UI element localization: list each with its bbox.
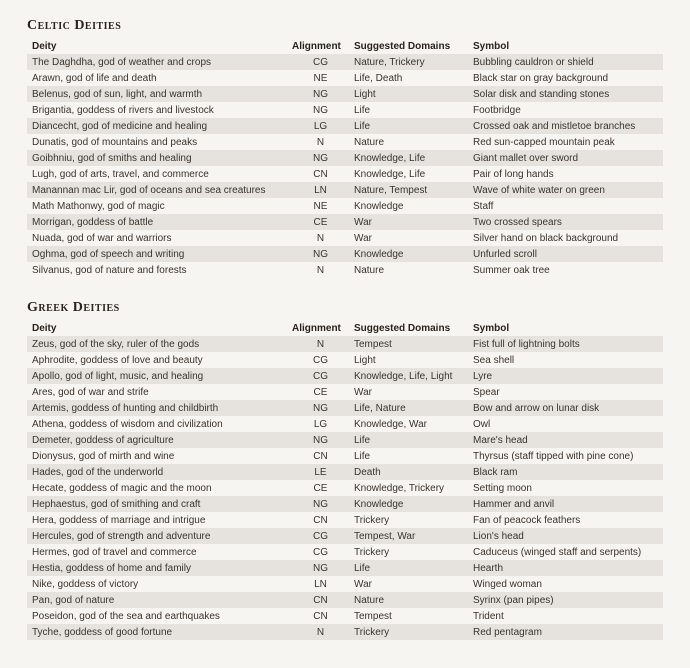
symbol-cell: Fist full of lightning bolts xyxy=(468,336,663,352)
domains-cell: Knowledge, War xyxy=(354,418,427,430)
table-row xyxy=(27,150,663,166)
deity-cell: Zeus, god of the sky, ruler of the gods xyxy=(27,336,287,352)
alignment-cell: NG xyxy=(313,104,328,116)
alignment-cell: CG xyxy=(313,354,328,366)
alignment-cell: CE xyxy=(313,386,328,398)
table-row xyxy=(27,448,663,464)
table-row xyxy=(27,544,663,560)
deity-cell: Ares, god of war and strife xyxy=(32,386,149,398)
table-row xyxy=(27,336,663,352)
column-header-symbol: Symbol xyxy=(473,41,510,52)
domains-cell: Life, Nature xyxy=(349,400,468,416)
table-row xyxy=(27,214,663,230)
deity-cell: Silvanus, god of nature and forests xyxy=(32,264,187,276)
table-row xyxy=(27,352,663,368)
symbol-cell: Lion's head xyxy=(468,528,663,544)
symbol-cell: Giant mallet over sword xyxy=(468,150,663,166)
domains-cell: War xyxy=(354,232,372,244)
alignment-cell: CG xyxy=(313,546,328,558)
domains-cell: Death xyxy=(349,464,468,480)
alignment-cell: LE xyxy=(287,464,349,480)
alignment-cell: CG xyxy=(287,528,349,544)
alignment-cell: CG xyxy=(287,54,349,70)
table-row xyxy=(27,528,663,544)
symbol-cell: Footbridge xyxy=(473,104,521,116)
symbol-cell: Black ram xyxy=(468,464,663,480)
symbol-cell: Setting moon xyxy=(473,482,532,494)
table-row xyxy=(27,432,663,448)
deity-cell: Oghma, god of speech and writing xyxy=(27,246,287,262)
column-header-alignment: Alignment xyxy=(292,41,341,52)
deity-cell: Hecate, goddess of magic and the moon xyxy=(32,482,212,494)
table-row xyxy=(27,416,663,432)
symbol-cell: Spear xyxy=(473,386,500,398)
table-header-row xyxy=(27,39,663,54)
domains-cell: Tempest, War xyxy=(349,528,468,544)
deity-cell: Goibhniu, god of smiths and healing xyxy=(27,150,287,166)
table-row xyxy=(27,198,663,214)
deity-cell: Artemis, goddess of hunting and childbirth xyxy=(27,400,287,416)
table-row xyxy=(27,608,663,624)
deity-cell: Hades, god of the underworld xyxy=(27,464,287,480)
column-header-domains: Suggested Domains xyxy=(354,41,451,52)
celtic-section-title: Celtic Deities xyxy=(27,18,122,33)
table-row xyxy=(27,262,663,278)
domains-cell: Knowledge, Life xyxy=(354,168,426,180)
domains-cell: Life xyxy=(354,450,371,462)
deity-cell: Apollo, god of light, music, and healing xyxy=(27,368,287,384)
column-header-symbol: Symbol xyxy=(473,323,510,334)
symbol-cell: Red sun-capped mountain peak xyxy=(473,136,615,148)
symbol-cell: Syrinx (pan pipes) xyxy=(468,592,663,608)
alignment-cell: LN xyxy=(287,182,349,198)
domains-cell: Life, Death xyxy=(354,72,403,84)
symbol-cell: Staff xyxy=(473,200,494,212)
alignment-cell: NG xyxy=(287,496,349,512)
table-row xyxy=(27,576,663,592)
deity-cell: Aphrodite, goddess of love and beauty xyxy=(32,354,203,366)
deity-cell: Math Mathonwy, god of magic xyxy=(32,200,165,212)
table-row xyxy=(27,480,663,496)
table-row xyxy=(27,166,663,182)
table-header-row xyxy=(27,321,663,336)
symbol-cell: Bow and arrow on lunar disk xyxy=(468,400,663,416)
column-header-deity: Deity xyxy=(32,41,57,52)
table-row xyxy=(27,464,663,480)
table-row xyxy=(27,102,663,118)
table-row xyxy=(27,182,663,198)
symbol-cell: Bubbling cauldron or shield xyxy=(468,54,663,70)
deity-cell: Lugh, god of arts, travel, and commerce xyxy=(32,168,209,180)
greek-section-title: Greek Deities xyxy=(27,300,120,315)
symbol-cell: Caduceus (winged staff and serpents) xyxy=(473,546,642,558)
table-row xyxy=(27,400,663,416)
deity-cell: Demeter, goddess of agriculture xyxy=(27,432,287,448)
alignment-cell: NG xyxy=(287,560,349,576)
symbol-cell: Black star on gray background xyxy=(473,72,609,84)
alignment-cell: NG xyxy=(287,246,349,262)
symbol-cell: Solar disk and standing stones xyxy=(468,86,663,102)
domains-cell: Knowledge xyxy=(354,200,404,212)
symbol-cell: Owl xyxy=(473,418,491,430)
celtic-table-body xyxy=(27,54,663,278)
domains-cell: Tempest xyxy=(349,336,468,352)
domains-cell: Life xyxy=(354,104,371,116)
symbol-cell: Lyre xyxy=(468,368,663,384)
alignment-cell: CE xyxy=(313,482,328,494)
domains-cell: Light xyxy=(354,354,376,366)
greek-table-body xyxy=(27,336,663,640)
alignment-cell: CN xyxy=(313,514,328,526)
symbol-cell: Hammer and anvil xyxy=(468,496,663,512)
deity-cell: Nike, goddess of victory xyxy=(32,578,139,590)
alignment-cell: N xyxy=(316,264,325,276)
domains-cell: War xyxy=(349,214,468,230)
table-row xyxy=(27,624,663,640)
table-row xyxy=(27,118,663,134)
deity-cell: Pan, god of nature xyxy=(27,592,287,608)
deity-cell: Hestia, goddess of home and family xyxy=(27,560,287,576)
table-row xyxy=(27,230,663,246)
domains-cell: Tempest xyxy=(354,610,392,622)
deity-cell: Morrigan, goddess of battle xyxy=(27,214,287,230)
domains-cell: War xyxy=(354,578,372,590)
symbol-cell: Unfurled scroll xyxy=(468,246,663,262)
alignment-cell: CN xyxy=(287,592,349,608)
alignment-cell: CN xyxy=(313,450,328,462)
domains-cell: Nature xyxy=(354,264,385,276)
deity-cell: Dionysus, god of mirth and wine xyxy=(32,450,175,462)
alignment-cell: N xyxy=(316,136,325,148)
alignment-cell: CN xyxy=(313,168,328,180)
table-row xyxy=(27,70,663,86)
alignment-cell: N xyxy=(287,624,349,640)
deity-cell: Athena, goddess of wisdom and civilization xyxy=(32,418,223,430)
deity-cell: Hephaestus, god of smithing and craft xyxy=(27,496,287,512)
domains-cell: Nature, Tempest xyxy=(349,182,468,198)
alignment-cell: NE xyxy=(313,72,328,84)
symbol-cell: Sea shell xyxy=(473,354,515,366)
table-row xyxy=(27,512,663,528)
domains-cell: Knowledge xyxy=(349,246,468,262)
alignment-cell: CE xyxy=(287,214,349,230)
symbol-cell: Winged woman xyxy=(473,578,542,590)
table-row xyxy=(27,246,663,262)
alignment-cell: NG xyxy=(287,150,349,166)
deity-cell: Belenus, god of sun, light, and warmth xyxy=(27,86,287,102)
alignment-cell: LN xyxy=(314,578,327,590)
symbol-cell: Fan of peacock feathers xyxy=(473,514,581,526)
symbol-cell: Hearth xyxy=(468,560,663,576)
deity-cell: Arawn, god of life and death xyxy=(32,72,157,84)
alignment-cell: NG xyxy=(287,86,349,102)
table-row xyxy=(27,134,663,150)
deity-cell: Manannan mac Lir, god of oceans and sea creatures xyxy=(27,182,287,198)
table-row xyxy=(27,560,663,576)
domains-cell: Life xyxy=(349,118,468,134)
alignment-cell: N xyxy=(316,232,325,244)
domains-cell: Trickery xyxy=(349,624,468,640)
deity-cell: Hera, goddess of marriage and intrigue xyxy=(32,514,206,526)
alignment-cell: CG xyxy=(287,368,349,384)
column-header-alignment: Alignment xyxy=(292,323,341,334)
symbol-cell: Trident xyxy=(473,610,504,622)
symbol-cell: Wave of white water on green xyxy=(468,182,663,198)
column-header-domains: Suggested Domains xyxy=(354,323,451,334)
deity-cell: Brigantia, goddess of rivers and livestock xyxy=(32,104,214,116)
domains-cell: Trickery xyxy=(354,514,390,526)
deity-cell: Hercules, god of strength and adventure xyxy=(27,528,287,544)
domains-cell: Nature, Trickery xyxy=(349,54,468,70)
domains-cell: Nature xyxy=(354,136,385,148)
celtic-deities-table xyxy=(27,39,663,278)
alignment-cell: CN xyxy=(313,610,328,622)
table-row xyxy=(27,54,663,70)
symbol-cell: Two crossed spears xyxy=(468,214,663,230)
domains-cell: Life xyxy=(349,560,468,576)
domains-cell: Knowledge xyxy=(349,496,468,512)
domains-cell: Knowledge, Trickery xyxy=(354,482,445,494)
table-row xyxy=(27,86,663,102)
domains-cell: War xyxy=(354,386,372,398)
deity-cell: The Daghdha, god of weather and crops xyxy=(27,54,287,70)
alignment-cell: N xyxy=(287,336,349,352)
symbol-cell: Crossed oak and mistletoe branches xyxy=(468,118,663,134)
deity-cell: Diancecht, god of medicine and healing xyxy=(27,118,287,134)
deity-cell: Poseidon, god of the sea and earthquakes xyxy=(32,610,220,622)
table-row xyxy=(27,592,663,608)
deity-cell: Dunatis, god of mountains and peaks xyxy=(32,136,198,148)
greek-deities-table xyxy=(27,321,663,640)
symbol-cell: Red pentagram xyxy=(468,624,663,640)
table-row xyxy=(27,368,663,384)
table-row xyxy=(27,496,663,512)
table-row xyxy=(27,384,663,400)
alignment-cell: NE xyxy=(313,200,328,212)
alignment-cell: NG xyxy=(287,432,349,448)
symbol-cell: Pair of long hands xyxy=(473,168,554,180)
domains-cell: Nature xyxy=(349,592,468,608)
deity-cell: Hermes, god of travel and commerce xyxy=(32,546,197,558)
symbol-cell: Mare's head xyxy=(468,432,663,448)
deity-cell: Tyche, goddess of good fortune xyxy=(27,624,287,640)
symbol-cell: Summer oak tree xyxy=(473,264,550,276)
domains-cell: Life xyxy=(349,432,468,448)
symbol-cell: Silver hand on black background xyxy=(473,232,619,244)
domains-cell: Knowledge, Life xyxy=(349,150,468,166)
alignment-cell: LG xyxy=(287,118,349,134)
symbol-cell: Thyrsus (staff tipped with pine cone) xyxy=(473,450,634,462)
domains-cell: Light xyxy=(349,86,468,102)
alignment-cell: LG xyxy=(313,418,328,430)
domains-cell: Knowledge, Life, Light xyxy=(349,368,468,384)
deity-cell: Nuada, god of war and warriors xyxy=(32,232,172,244)
domains-cell: Trickery xyxy=(354,546,390,558)
alignment-cell: NG xyxy=(287,400,349,416)
column-header-deity: Deity xyxy=(32,323,57,334)
